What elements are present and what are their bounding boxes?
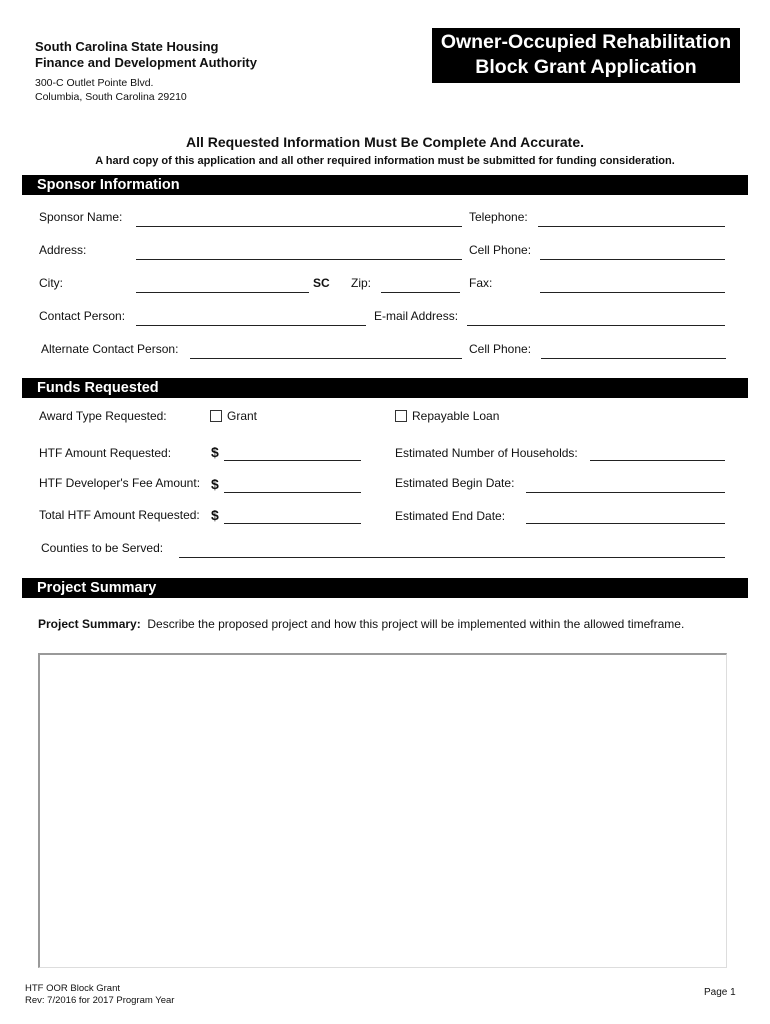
org-address-line2: Columbia, South Carolina 29210	[35, 91, 187, 103]
counties-label: Counties to be Served:	[41, 541, 164, 555]
fax-label: Fax:	[469, 276, 493, 290]
repayable-loan-checkbox[interactable]	[395, 410, 407, 422]
address-field[interactable]	[136, 259, 462, 260]
grant-label: Grant	[227, 409, 258, 423]
notice-headline: All Requested Information Must Be Complete And Accurate.	[185, 134, 584, 150]
section-header-funds: Funds Requested	[22, 378, 748, 398]
section-header-summary: Project Summary	[22, 578, 748, 598]
alt-cell-phone-label: Cell Phone:	[469, 342, 532, 356]
htf-amount-currency: $	[211, 444, 219, 460]
contact-person-field[interactable]	[136, 325, 366, 326]
footer-page-number: Page 1	[704, 987, 736, 998]
city-field[interactable]	[136, 292, 309, 293]
form-title-line1: Owner-Occupied Rehabilitation	[440, 31, 732, 53]
form-title-line2: Block Grant Application	[475, 56, 697, 78]
begin-date-label: Estimated Begin Date:	[395, 476, 515, 490]
begin-date-field[interactable]	[526, 492, 725, 493]
award-type-label: Award Type Requested:	[39, 409, 167, 423]
telephone-label: Telephone:	[469, 210, 528, 224]
total-htf-currency: $	[211, 507, 219, 523]
alt-cell-phone-field[interactable]	[541, 358, 726, 359]
org-name-line1: South Carolina State Housing	[35, 39, 219, 54]
footer-revision: Rev: 7/2016 for 2017 Program Year	[25, 995, 175, 1006]
dev-fee-field[interactable]	[224, 492, 361, 493]
address-label: Address:	[39, 243, 87, 257]
summary-prompt-label: Project Summary:	[38, 617, 141, 631]
repayable-loan-label: Repayable Loan	[412, 409, 500, 423]
zip-label: Zip:	[351, 276, 372, 290]
households-field[interactable]	[590, 460, 725, 461]
alt-contact-label: Alternate Contact Person:	[41, 342, 179, 356]
end-date-field[interactable]	[526, 523, 725, 524]
households-label: Estimated Number of Households:	[395, 446, 578, 460]
cell-phone-field[interactable]	[540, 259, 725, 260]
dev-fee-currency: $	[211, 476, 219, 492]
htf-amount-field[interactable]	[224, 460, 361, 461]
org-name-line2: Finance and Development Authority	[35, 55, 257, 70]
state-value: SC	[313, 276, 330, 290]
email-label: E-mail Address:	[374, 309, 459, 323]
project-summary-textarea[interactable]	[38, 653, 727, 968]
counties-field[interactable]	[179, 557, 725, 558]
org-address-line1: 300-C Outlet Pointe Blvd.	[35, 77, 154, 89]
email-field[interactable]	[467, 325, 725, 326]
total-htf-field[interactable]	[224, 523, 361, 524]
alt-contact-field[interactable]	[190, 358, 462, 359]
city-label: City:	[39, 276, 63, 290]
total-htf-label: Total HTF Amount Requested:	[39, 508, 200, 522]
end-date-label: Estimated End Date:	[395, 509, 506, 523]
form-title	[432, 28, 740, 83]
telephone-field[interactable]	[538, 226, 725, 227]
htf-amount-label: HTF Amount Requested:	[39, 446, 172, 460]
notice-subline: A hard copy of this application and all other required information must be submitted for funding consideration.	[95, 155, 675, 167]
cell-phone-label: Cell Phone:	[469, 243, 532, 257]
grant-checkbox[interactable]	[210, 410, 222, 422]
fax-field[interactable]	[540, 292, 725, 293]
sponsor-name-field[interactable]	[136, 226, 462, 227]
summary-prompt-text: Describe the proposed project and how this project will be implemented within the allowed timeframe.	[147, 617, 685, 631]
footer-form-name: HTF OOR Block Grant	[25, 983, 121, 994]
sponsor-name-label: Sponsor Name:	[39, 210, 123, 224]
section-header-sponsor: Sponsor Information	[22, 175, 748, 195]
summary-prompt	[38, 617, 684, 631]
contact-person-label: Contact Person:	[39, 309, 126, 323]
dev-fee-label: HTF Developer's Fee Amount:	[39, 476, 201, 490]
zip-field[interactable]	[381, 292, 460, 293]
